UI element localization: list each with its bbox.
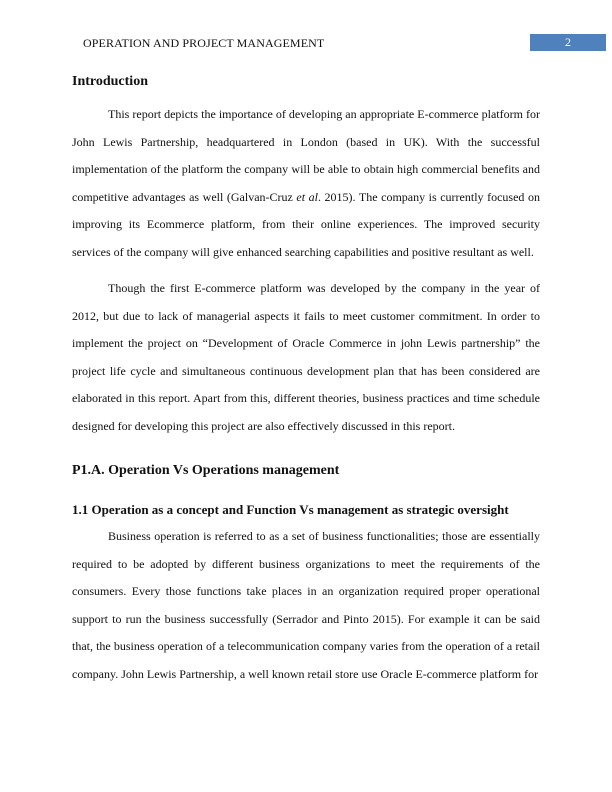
page-number: 2 — [530, 34, 606, 51]
subsection-1-1-heading: 1.1 Operation as a concept and Function Vs management as strategic oversight — [72, 502, 509, 517]
section-p1a-heading: P1.A. Operation Vs Operations management — [72, 463, 340, 478]
intro-p1-text-a: This report depicts the importance of developing an appropriate E-commerce platform for John Lewis Partnership, headquartered in London (based in UK). With the successful implementation of the platform the company will be able to obtain high commercial benefits and competitive advantages as well (Galvan-Cruz — [72, 107, 540, 204]
document-body — [72, 70, 540, 688]
subsection-1-1-paragraph: Business operation is referred to as a set of business functionalities; those are essentially required to be adopted by different business organizations to meet the requirements of the consumers. Every those functions take places in an organization required proper operational support to run the business successfully (Serrador and Pinto 2015). For example it can be said that, the business operation of a telecommunication company varies from the operation of a retail company. John Lewis Partnership, a well known retail store use Oracle E-commerce platform for — [72, 529, 540, 681]
intro-p1-text-b: . 2015). The company is currently focused on improving its Ecommerce platform, from their online experiences. The improved security services of the company will give enhanced searching capabilities and positive resultant as well. — [72, 189, 540, 259]
intro-p1-italic: et al — [296, 189, 318, 204]
introduction-paragraph-1 — [72, 101, 540, 266]
introduction-heading: Introduction — [72, 74, 148, 89]
running-header-title: OPERATION AND PROJECT MANAGEMENT — [83, 36, 325, 50]
introduction-paragraph-2: Though the first E-commerce platform was developed by the company in the year of 2012, but due to lack of managerial aspects it fails to meet customer commitment. In order to implement the project on “Development of Oracle Commerce in john Lewis partnership” the project life cycle and simultaneous continuous development plan that has been considered are elaborated in this report. Apart from this, different theories, business practices and time schedule designed for developing this project are also effectively discussed in this report. — [72, 281, 540, 433]
